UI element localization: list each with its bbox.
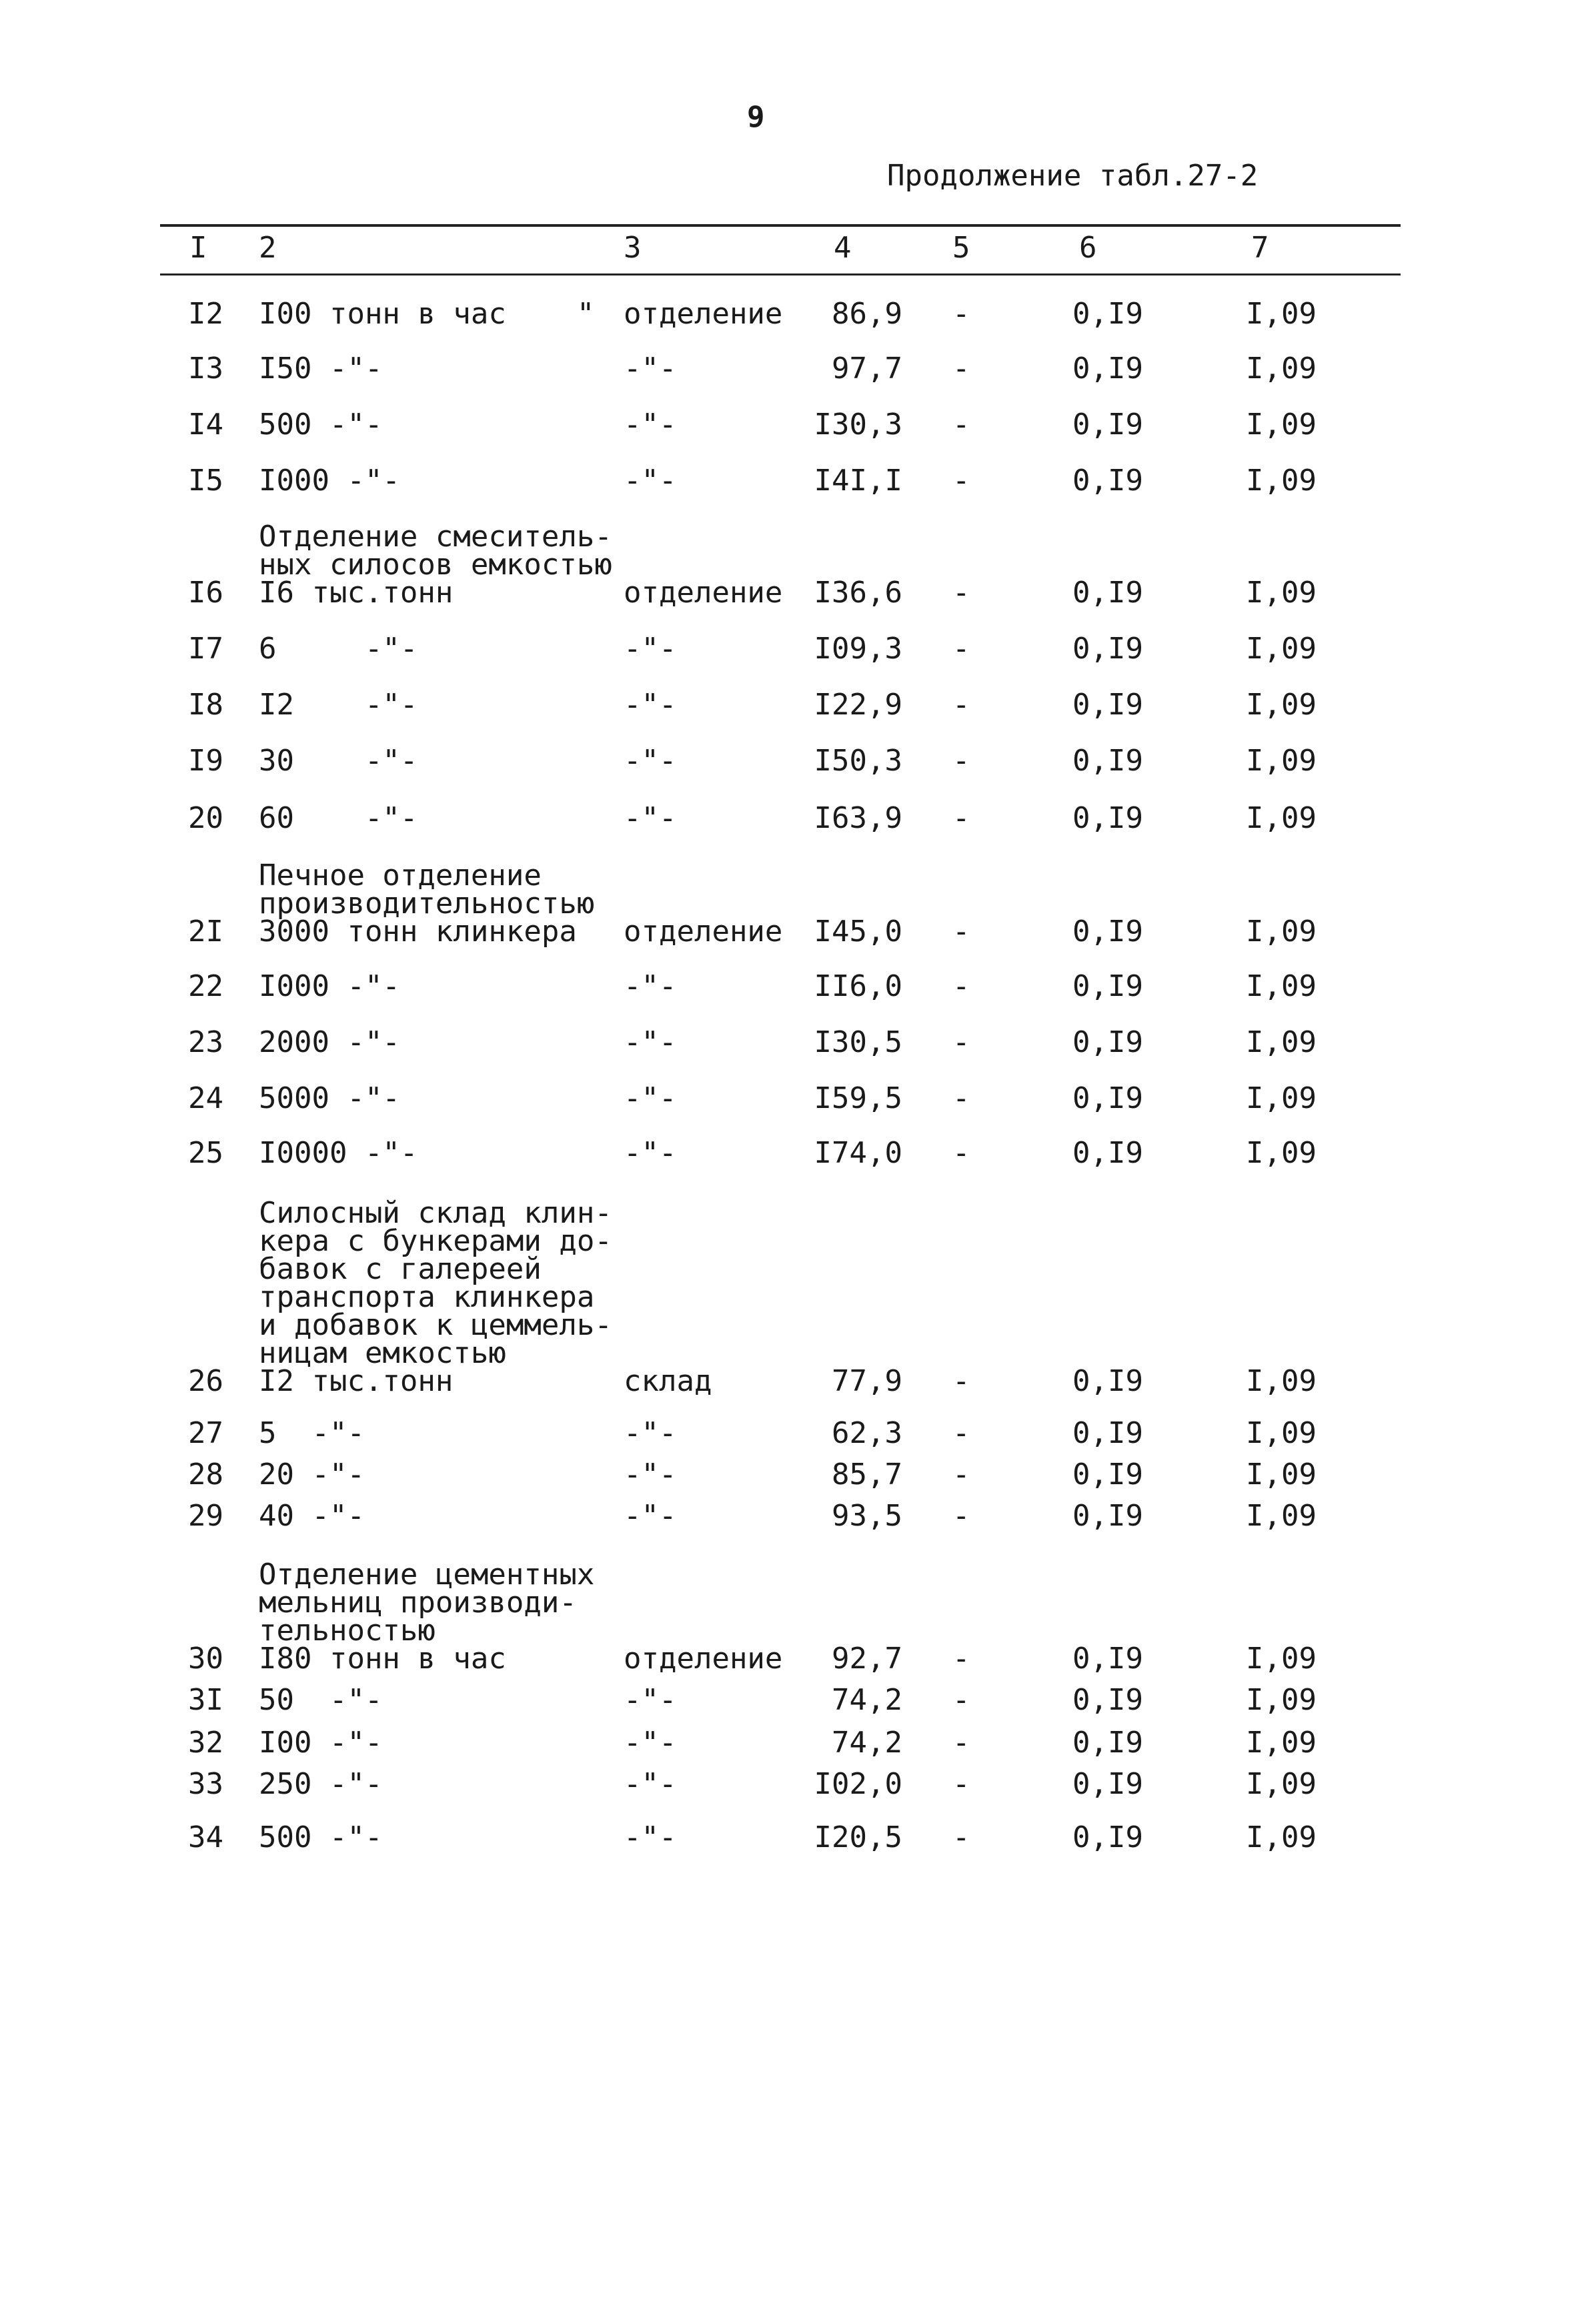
row-unit: -"- xyxy=(624,1136,677,1170)
row-value-col4: I74,0 xyxy=(814,1136,902,1170)
table-row xyxy=(0,1820,1596,1854)
row-value-col5: - xyxy=(952,1726,970,1760)
row-value-col7: I,09 xyxy=(1246,1364,1317,1398)
row-value-col7: I,09 xyxy=(1246,915,1317,949)
row-value-col7: I,09 xyxy=(1246,1458,1317,1492)
row-number: 25 xyxy=(188,1136,223,1170)
row-value-col7: I,09 xyxy=(1246,297,1317,331)
row-number: 23 xyxy=(188,1025,223,1059)
row-number: 3I xyxy=(188,1683,223,1717)
row-number: 28 xyxy=(188,1458,223,1492)
row-number: I7 xyxy=(188,632,223,666)
row-name: I0000 -"- xyxy=(259,1136,418,1170)
row-value-col7: I,09 xyxy=(1246,1726,1317,1760)
table-row xyxy=(0,352,1596,386)
row-number: 20 xyxy=(188,801,223,835)
row-unit: -"- xyxy=(624,688,677,722)
row-value-col4: I4I,I xyxy=(814,464,902,498)
row-value-col4: 92,7 xyxy=(832,1642,902,1676)
row-name: 2000 -"- xyxy=(259,1025,400,1059)
row-value-col5: - xyxy=(952,915,970,949)
row-value-col6: 0,I9 xyxy=(1072,1642,1143,1676)
table-row xyxy=(0,858,1596,949)
row-value-col5: - xyxy=(952,297,970,331)
row-value-col6: 0,I9 xyxy=(1072,801,1143,835)
row-unit: -"- xyxy=(624,1726,677,1760)
table-row xyxy=(0,1136,1596,1170)
row-value-col4: I30,5 xyxy=(814,1025,902,1059)
row-value-col7: I,09 xyxy=(1246,1499,1317,1533)
row-number: 29 xyxy=(188,1499,223,1533)
row-value-col5: - xyxy=(952,969,970,1003)
row-value-col5: - xyxy=(952,1136,970,1170)
table-row xyxy=(0,744,1596,778)
row-name: 40 -"- xyxy=(259,1499,365,1533)
table-row xyxy=(0,464,1596,498)
row-value-col4: 74,2 xyxy=(832,1726,902,1760)
table-row xyxy=(0,408,1596,442)
row-value-col7: I,09 xyxy=(1246,352,1317,386)
table-continuation-title: Продолжение табл.27-2 xyxy=(887,159,1259,193)
row-unit: отделение xyxy=(624,297,783,331)
row-unit: -"- xyxy=(624,1458,677,1492)
row-name: I50 -"- xyxy=(259,352,383,386)
row-unit: -"- xyxy=(624,464,677,498)
row-unit: -"- xyxy=(624,1683,677,1717)
row-value-col5: - xyxy=(952,464,970,498)
row-value-col6: 0,I9 xyxy=(1072,352,1143,386)
row-unit: -"- xyxy=(624,1081,677,1115)
row-value-col5: - xyxy=(952,576,970,610)
column-header: 7 xyxy=(1251,231,1269,265)
row-value-col7: I,09 xyxy=(1246,688,1317,722)
row-name: 250 -"- xyxy=(259,1767,383,1801)
row-value-col5: - xyxy=(952,1642,970,1676)
row-value-col5: - xyxy=(952,1458,970,1492)
row-unit: склад xyxy=(624,1364,712,1398)
table-row xyxy=(0,969,1596,1003)
row-number: I3 xyxy=(188,352,223,386)
row-name: 500 -"- xyxy=(259,408,383,442)
row-unit: -"- xyxy=(624,801,677,835)
row-unit: -"- xyxy=(624,1025,677,1059)
column-header: 3 xyxy=(624,231,642,265)
row-name: 5 -"- xyxy=(259,1416,365,1450)
row-unit: -"- xyxy=(624,969,677,1003)
row-name: 20 -"- xyxy=(259,1458,365,1492)
row-value-col4: 74,2 xyxy=(832,1683,902,1717)
table-row xyxy=(0,1416,1596,1450)
row-number: 27 xyxy=(188,1416,223,1450)
row-value-col6: 0,I9 xyxy=(1072,1767,1143,1801)
row-value-col7: I,09 xyxy=(1246,801,1317,835)
row-value-col7: I,09 xyxy=(1246,408,1317,442)
row-value-col5: - xyxy=(952,744,970,778)
column-header: I xyxy=(189,231,207,265)
row-unit: -"- xyxy=(624,632,677,666)
row-value-col6: 0,I9 xyxy=(1072,1683,1143,1717)
row-number: I6 xyxy=(188,576,223,610)
row-value-col6: 0,I9 xyxy=(1072,1364,1143,1398)
row-value-col6: 0,I9 xyxy=(1072,1820,1143,1854)
row-value-col7: I,09 xyxy=(1246,969,1317,1003)
row-value-col4: II6,0 xyxy=(814,969,902,1003)
header-bottom-rule xyxy=(160,273,1401,275)
row-value-col5: - xyxy=(952,1767,970,1801)
row-value-col5: - xyxy=(952,1416,970,1450)
row-number: 26 xyxy=(188,1364,223,1398)
row-number: 32 xyxy=(188,1726,223,1760)
table-row xyxy=(0,1726,1596,1760)
row-value-col7: I,09 xyxy=(1246,1820,1317,1854)
row-name: I00 тонн в час " xyxy=(259,297,595,331)
table-row xyxy=(0,297,1596,331)
row-value-col6: 0,I9 xyxy=(1072,632,1143,666)
row-value-col5: - xyxy=(952,1499,970,1533)
row-value-col4: I20,5 xyxy=(814,1820,902,1854)
row-value-col4: I30,3 xyxy=(814,408,902,442)
row-number: I5 xyxy=(188,464,223,498)
column-header: 4 xyxy=(834,231,852,265)
row-value-col6: 0,I9 xyxy=(1072,1726,1143,1760)
table-row xyxy=(0,520,1596,610)
row-value-col4: I02,0 xyxy=(814,1767,902,1801)
row-value-col7: I,09 xyxy=(1246,1683,1317,1717)
row-value-col6: 0,I9 xyxy=(1072,297,1143,331)
row-name: 5000 -"- xyxy=(259,1081,400,1115)
row-value-col6: 0,I9 xyxy=(1072,408,1143,442)
row-unit: -"- xyxy=(624,352,677,386)
table-row xyxy=(0,688,1596,722)
row-value-col7: I,09 xyxy=(1246,1081,1317,1115)
row-value-col4: 86,9 xyxy=(832,297,902,331)
row-value-col5: - xyxy=(952,1683,970,1717)
row-value-col4: I22,9 xyxy=(814,688,902,722)
row-name: 50 -"- xyxy=(259,1683,383,1717)
table-row xyxy=(0,1196,1596,1398)
row-value-col7: I,09 xyxy=(1246,1642,1317,1676)
row-value-col5: - xyxy=(952,632,970,666)
row-number: I2 xyxy=(188,297,223,331)
row-value-col7: I,09 xyxy=(1246,576,1317,610)
table-row xyxy=(0,1499,1596,1533)
row-value-col4: 62,3 xyxy=(832,1416,902,1450)
row-unit: -"- xyxy=(624,1820,677,1854)
row-value-col5: - xyxy=(952,352,970,386)
row-unit: отделение xyxy=(624,576,783,610)
row-unit: -"- xyxy=(624,1499,677,1533)
row-name: 60 -"- xyxy=(259,801,418,835)
row-value-col6: 0,I9 xyxy=(1072,464,1143,498)
row-value-col4: I59,5 xyxy=(814,1081,902,1115)
row-value-col7: I,09 xyxy=(1246,632,1317,666)
row-value-col5: - xyxy=(952,801,970,835)
row-value-col4: 97,7 xyxy=(832,352,902,386)
row-unit: -"- xyxy=(624,1767,677,1801)
row-value-col7: I,09 xyxy=(1246,1416,1317,1450)
row-name: 6 -"- xyxy=(259,632,418,666)
page-number: 9 xyxy=(747,100,765,134)
row-value-col5: - xyxy=(952,1364,970,1398)
row-number: I9 xyxy=(188,744,223,778)
row-value-col5: - xyxy=(952,1820,970,1854)
row-name: Отделение смеситель- ных силосов емкостью I6 тыс.тонн xyxy=(259,520,612,610)
row-number: I8 xyxy=(188,688,223,722)
row-value-col6: 0,I9 xyxy=(1072,1499,1143,1533)
row-number: 33 xyxy=(188,1767,223,1801)
row-value-col7: I,09 xyxy=(1246,744,1317,778)
row-name: I000 -"- xyxy=(259,969,400,1003)
row-value-col4: I50,3 xyxy=(814,744,902,778)
row-name: Печное отделение производительностью 3000 тонн клинкера xyxy=(259,858,595,949)
row-value-col4: 77,9 xyxy=(832,1364,902,1398)
row-value-col5: - xyxy=(952,1081,970,1115)
row-name: I2 -"- xyxy=(259,688,418,722)
table-row xyxy=(0,1458,1596,1492)
table-row xyxy=(0,1081,1596,1115)
row-value-col6: 0,I9 xyxy=(1072,576,1143,610)
row-value-col4: I45,0 xyxy=(814,915,902,949)
row-value-col7: I,09 xyxy=(1246,1025,1317,1059)
table-row xyxy=(0,801,1596,835)
row-value-col5: - xyxy=(952,688,970,722)
table-row xyxy=(0,1558,1596,1676)
row-value-col6: 0,I9 xyxy=(1072,744,1143,778)
row-name: 500 -"- xyxy=(259,1820,383,1854)
row-value-col6: 0,I9 xyxy=(1072,969,1143,1003)
table-row xyxy=(0,1683,1596,1717)
row-value-col6: 0,I9 xyxy=(1072,1458,1143,1492)
row-value-col7: I,09 xyxy=(1246,1767,1317,1801)
row-value-col6: 0,I9 xyxy=(1072,1136,1143,1170)
row-number: I4 xyxy=(188,408,223,442)
row-value-col6: 0,I9 xyxy=(1072,915,1143,949)
row-name: Силосный склад клин- кера с бункерами до- бавок с галереей транспорта клинкера и добавок к цеммель- ницам емкостью I2 тыс.тонн xyxy=(259,1196,612,1398)
row-unit: отделение xyxy=(624,1642,783,1676)
row-name: Отделение цементных мельниц производи- тельностью I80 тонн в час xyxy=(259,1558,595,1676)
table-row xyxy=(0,1025,1596,1059)
row-unit: -"- xyxy=(624,744,677,778)
row-unit: отделение xyxy=(624,915,783,949)
row-value-col4: I63,9 xyxy=(814,801,902,835)
row-value-col7: I,09 xyxy=(1246,464,1317,498)
row-unit: -"- xyxy=(624,408,677,442)
row-value-col6: 0,I9 xyxy=(1072,1081,1143,1115)
column-header: 6 xyxy=(1079,231,1097,265)
row-value-col4: I09,3 xyxy=(814,632,902,666)
row-number: 30 xyxy=(188,1642,223,1676)
row-number: 22 xyxy=(188,969,223,1003)
row-value-col4: 93,5 xyxy=(832,1499,902,1533)
row-value-col4: 85,7 xyxy=(832,1458,902,1492)
row-value-col5: - xyxy=(952,408,970,442)
column-header: 5 xyxy=(952,231,970,265)
row-name: I00 -"- xyxy=(259,1726,383,1760)
row-unit: -"- xyxy=(624,1416,677,1450)
row-number: 24 xyxy=(188,1081,223,1115)
row-value-col4: I36,6 xyxy=(814,576,902,610)
table-top-rule xyxy=(160,224,1401,227)
row-value-col6: 0,I9 xyxy=(1072,1416,1143,1450)
row-value-col6: 0,I9 xyxy=(1072,688,1143,722)
row-value-col5: - xyxy=(952,1025,970,1059)
row-name: I000 -"- xyxy=(259,464,400,498)
row-value-col6: 0,I9 xyxy=(1072,1025,1143,1059)
row-name: 30 -"- xyxy=(259,744,418,778)
row-number: 2I xyxy=(188,915,223,949)
table-row xyxy=(0,632,1596,666)
row-value-col7: I,09 xyxy=(1246,1136,1317,1170)
column-header: 2 xyxy=(259,231,277,265)
row-number: 34 xyxy=(188,1820,223,1854)
table-row xyxy=(0,1767,1596,1801)
